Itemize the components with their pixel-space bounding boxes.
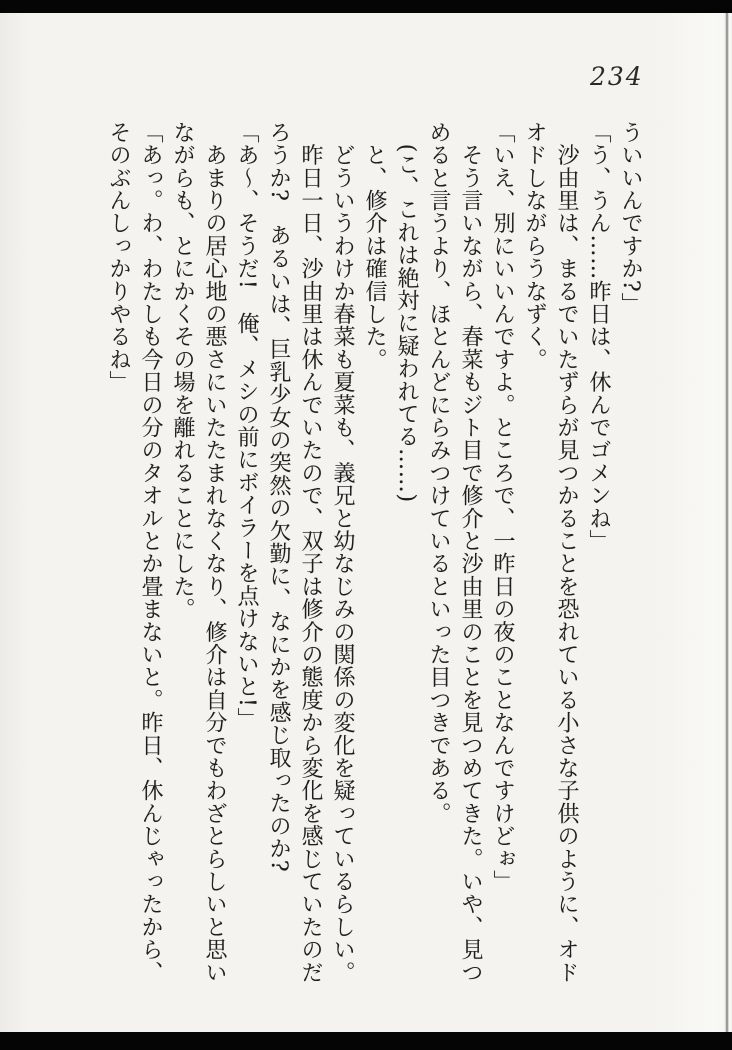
scan-artifact-top-bar	[0, 0, 732, 13]
paragraph: あまりの居心地の悪さにいたたまれなくなり、修介は自分でもわざとらしいと思いながらも、とにかくその場を離れることにした。	[170, 121, 227, 984]
paragraph: 沙由里は、まるでいたずらが見つかることを恐れている小さな子供のように、オドオドしながらうなずく。	[522, 121, 579, 984]
paragraph: 「あっ。わ、わたしも今日の分のタオルとか畳まないと。昨日、休んじゃったから、そのぶんしっかりやるね」	[106, 121, 163, 984]
paragraph: と、修介は確信した。	[362, 121, 387, 371]
paragraph: 「あ〜、そうだ! 俺、メシの前にボイラーを点けないと!」	[234, 121, 259, 731]
paragraph: そう言いながら、春菜もジト目で修介と沙由里のことを見つめてきた。いや、見つめると言うより、ほとんどにらみつけているといった目つきである。	[426, 121, 483, 984]
scan-artifact-bottom-bar	[0, 1032, 732, 1050]
page-number: 234	[590, 62, 644, 91]
paragraph: ういいんですか?」	[618, 121, 643, 316]
paragraph: どういうわけか春菜も夏菜も、義兄と幼なじみの関係の変化を疑っているらしい。	[330, 121, 355, 984]
page-edge-line	[726, 13, 728, 1032]
paragraph: (こ、これは絶対に疑われてる……)	[394, 121, 419, 503]
paragraph: 昨日一日、沙由里は休んでいたので、双子は修介の態度から変化を感じていたのだろうか? あるいは、巨乳少女の突然の欠勤に、なにかを感じ取ったのか?	[266, 121, 323, 984]
body-text-block	[102, 121, 646, 989]
paragraph: 「いえ、別にいいんですよ。ところで、一昨日の夜のことなんですけどぉ」	[490, 121, 515, 893]
paragraph: 「う、うん……昨日は、休んでゴメンね」	[586, 121, 611, 553]
